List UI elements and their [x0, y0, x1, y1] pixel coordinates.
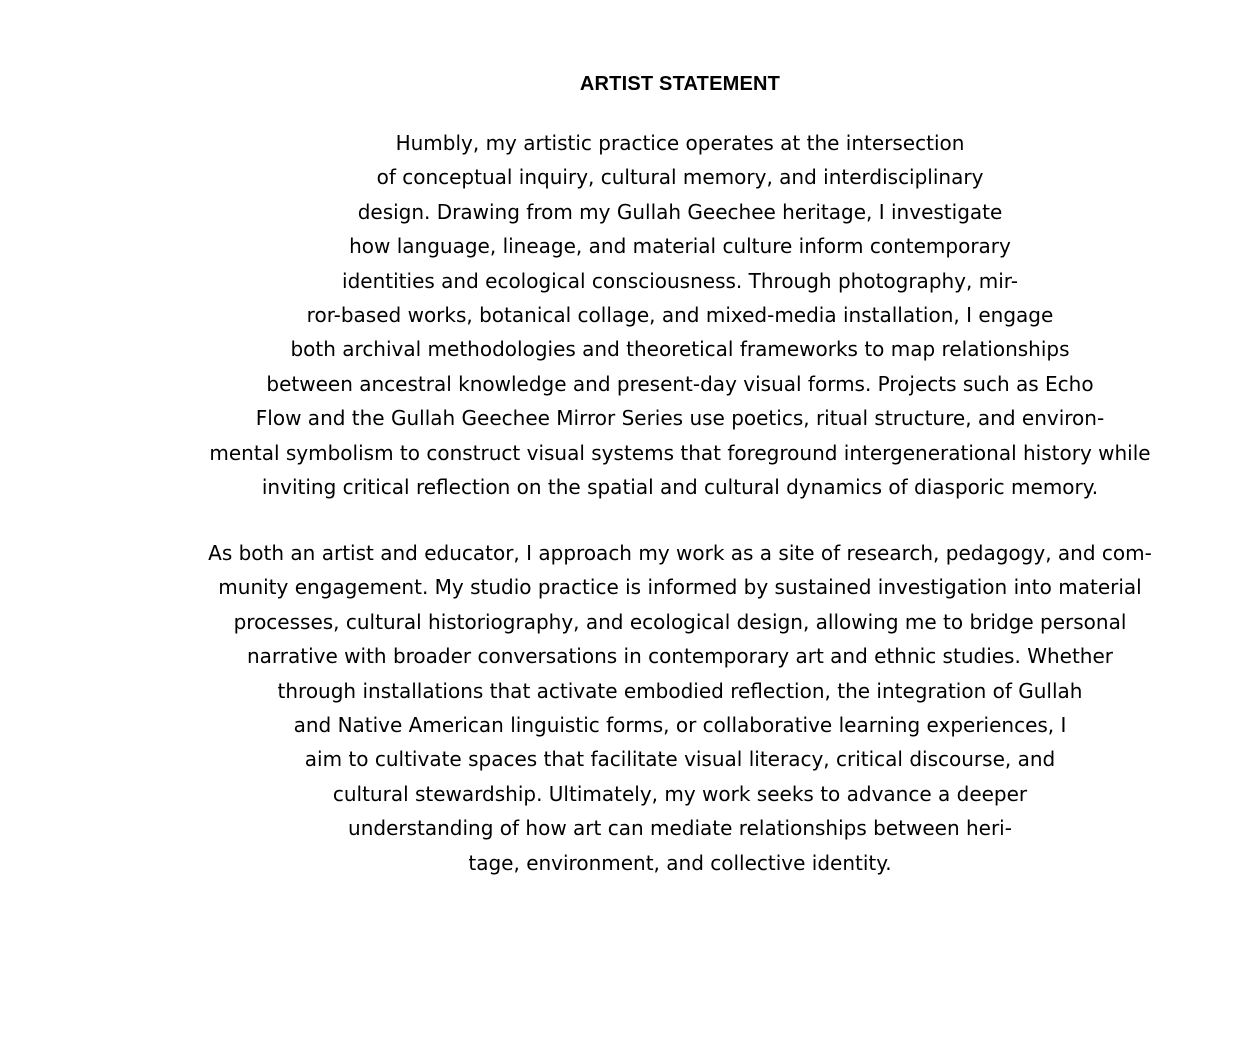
statement-paragraph-2	[0, 536, 1238, 880]
paragraph-1-line: how language, lineage, and material culture inform contemporary	[349, 234, 1011, 259]
paragraph-1-line: identities and ecological consciousness. Through photography, mir-	[342, 268, 1018, 293]
paragraph-1-line: design. Drawing from my Gullah Geechee heritage, I investigate	[357, 199, 1003, 224]
paragraph-1-line: of conceptual inquiry, cultural memory, and interdisciplinary	[376, 165, 984, 190]
paragraph-1-line: between ancestral knowledge and present-day visual forms. Projects such as Echo	[266, 371, 1094, 396]
paragraph-2-line: and Native American linguistic forms, or collaborative learning experiences, I	[293, 713, 1067, 738]
paragraph-2-line: narrative with broader conversations in contemporary art and ethnic studies. Whether	[246, 644, 1113, 669]
paragraph-1-line: both archival methodologies and theoretical frameworks to map relationships	[290, 337, 1070, 362]
paragraph-2-line: understanding of how art can mediate relationships between heri-	[348, 816, 1012, 841]
paragraph-2-line: aim to cultivate spaces that facilitate visual literacy, critical discourse, and	[304, 747, 1056, 772]
paragraph-1-line: ror-based works, botanical collage, and mixed-media installation, I engage	[306, 303, 1054, 328]
page-title: ARTIST STATEMENT	[579, 73, 781, 95]
paragraph-2-line: through installations that activate embodied reflection, the integration of Gullah	[277, 678, 1083, 703]
statement-paragraph-1	[0, 126, 1238, 504]
paragraph-2-line: As both an artist and educator, I approach my work as a site of research, pedagogy, and com-	[208, 541, 1152, 565]
paragraph-2-line: cultural stewardship. Ultimately, my work seeks to advance a deeper	[332, 781, 1028, 806]
paragraph-2-line: tage, environment, and collective identity.	[468, 850, 892, 875]
paragraph-1-line: Humbly, my artistic practice operates at the intersection	[395, 131, 965, 155]
paragraph-1-line: inviting critical reflection on the spatial and cultural dynamics of diasporic memory.	[261, 475, 1099, 500]
paragraph-2-line: processes, cultural historiography, and ecological design, allowing me to bridge personal	[233, 609, 1127, 634]
paragraph-1-line: Flow and the Gullah Geechee Mirror Series use poetics, ritual structure, and environ-	[255, 406, 1105, 431]
paragraph-2-line: munity engagement. My studio practice is informed by sustained investigation into material	[218, 575, 1142, 600]
paragraph-1-line: mental symbolism to construct visual systems that foreground intergenerational history while	[209, 440, 1151, 465]
